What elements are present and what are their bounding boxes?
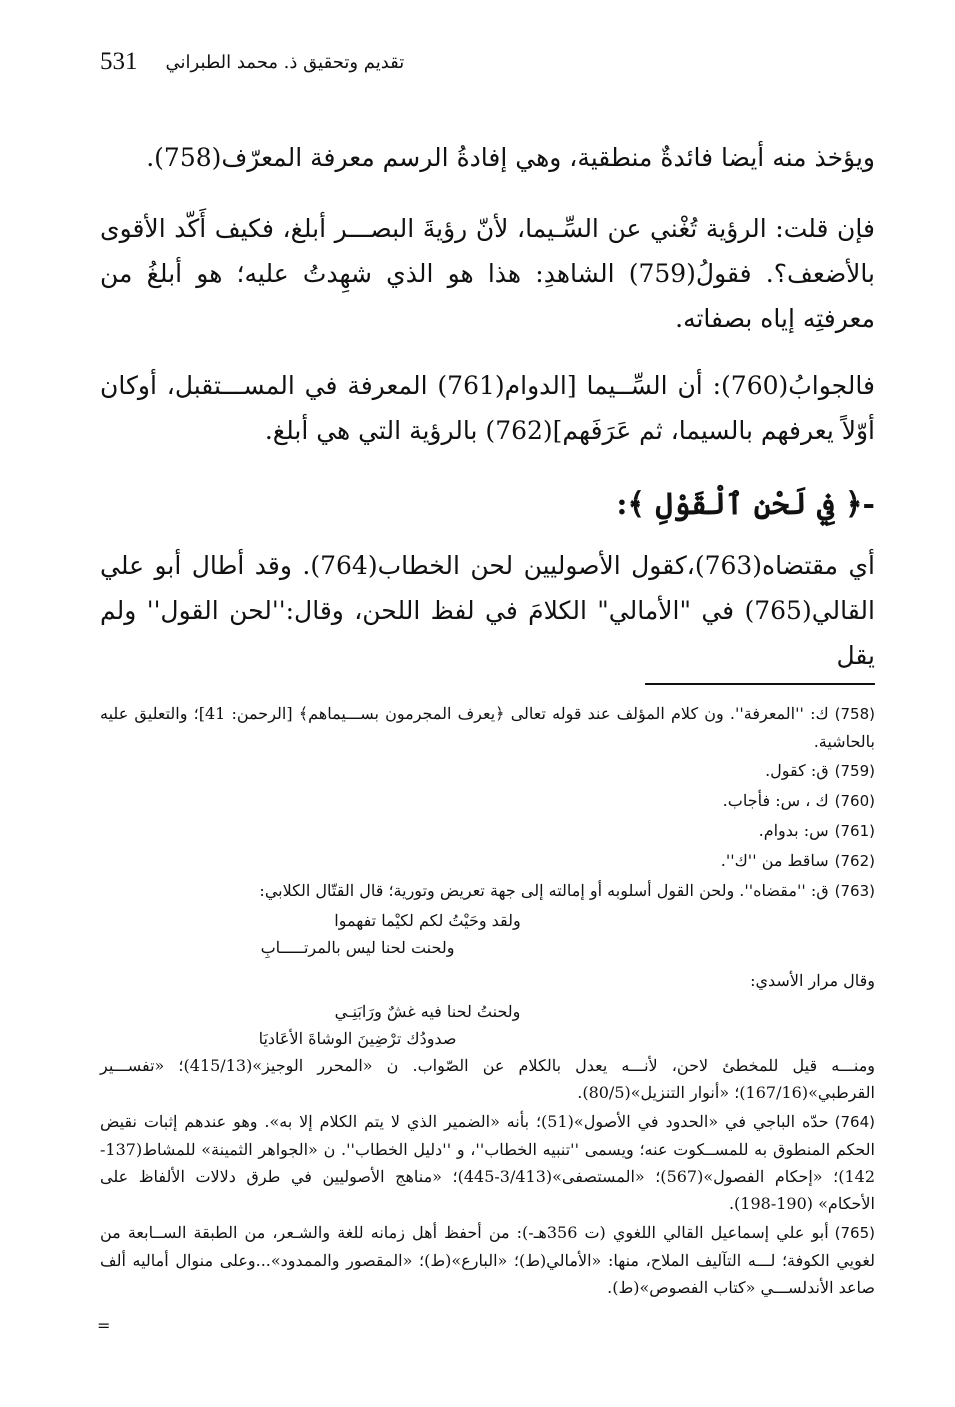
- main-text: [100, 135, 875, 700]
- paragraph: فإن قلت: الرؤية تُغْني عن السِّـيما، لأنّ رؤيةَ البصـــر أبلغ، فكيف أَكّد الأقوى بالأضعف؟. فقولُ(759) الشاهدِ: هذا هو الذي شهِدتُ عليه؛ هو أبلغُ من معرفتِه إياه بصفاته.: [100, 214, 876, 333]
- footnote-separator: [645, 683, 875, 685]
- verse-line: ولقد وحَيْتُ لكم لكيْما تفهموا: [334, 911, 521, 930]
- footnote: [100, 817, 875, 845]
- paragraph: ويؤخذ منه أيضا فائدةٌ منطقية، وهي إفادةُ الرسم معرفة المعرّف(758).: [146, 143, 875, 172]
- verse-line: صدودُك ترْضِينَ الوشاةَ الأعَاديَا: [258, 1029, 457, 1048]
- section-heading: -﴿ فِي لَحْنِ ٱلْقَوْلِ ﴾:: [616, 487, 875, 522]
- poet-intro: وقال مرار الأسدي:: [750, 971, 875, 990]
- footnotes: [100, 700, 875, 1303]
- footnote-number: (759): [834, 762, 875, 780]
- running-head: تقديم وتحقيق ذ. محمد الطبراني: [165, 51, 405, 73]
- footnote: [100, 757, 875, 785]
- paragraph: فالجوابُ(760): أن السِّــيما [الدوام(761) المعرفة في المســـتقبل، أوكان أوّلاً يعرفهم بالسيما، ثم عَرَفَهم](762) بالرؤية التي هي أبلغ.: [100, 371, 875, 445]
- footnote-number: (763): [834, 882, 875, 900]
- footnote-continuation: ومنـــه قيل للمخطئ لاحن، لأنـــه يعدل بالكلام عن الصّواب. ن «المحرر الوجيز»(415/13)؛ «تفســـير القرطبي»(167/16)؛ «أنوار التنزيل»(80/5).: [100, 1056, 875, 1102]
- continuation-mark: =: [97, 1316, 111, 1335]
- footnote-number: (760): [834, 792, 875, 810]
- verse-line: ولحنت لحنا ليس بالمرتـــــابِ: [260, 938, 455, 957]
- footnote: [100, 1219, 875, 1301]
- verse-line: ولحنتُ لحنا فيه غشٌ ورَابَنِـي: [334, 1002, 521, 1021]
- page-header: [100, 42, 450, 82]
- footnote: [100, 787, 875, 815]
- footnote: [100, 700, 875, 755]
- footnote-text: أبو علي إسماعيل القالي اللغوي (ت 356هـ-): من أحفظ أهل زمانه للغة والشـعر، من الطبقة الســابعة من لغويي الكوفة؛ لـــه التآليف الملاح، منها: «الأمالي(ط)؛ «البارع»(ط)؛ «المقصور والممدود»...وعلى منوال أماليه ألف صاعد الأندلســـي «كتاب الفصوص»(ط).: [100, 1223, 875, 1297]
- footnote: [100, 847, 875, 875]
- footnote-number: (761): [834, 822, 875, 840]
- footnote-number: (765): [834, 1224, 875, 1242]
- paragraph: أي مقتضاه(763)،كقول الأصوليين لحن الخطاب(764). وقد أطال أبو علي القالي(765) في "الأمالي" الكلامَ في لفظ اللحن، وقال:''لحن القول'' ولم يقل: [100, 551, 875, 670]
- footnote-number: (758): [834, 705, 876, 723]
- footnote-text: ق: ''مقضاه''. ولحن القول أسلوبه أو إمالته إلى جهة تعريض وتورية؛ قال القتّال الكلابي:: [259, 881, 829, 900]
- footnote-text: ق: كقول.: [765, 761, 829, 780]
- footnote: [100, 1108, 875, 1217]
- footnote-text: ساقط من ''ك''.: [720, 851, 829, 870]
- footnote-text: س: بدوام.: [758, 821, 829, 840]
- footnote-number: (762): [834, 852, 875, 870]
- footnote-text: ك ، س: فأجاب.: [722, 791, 829, 810]
- footnote-text: ك: ''المعرفة''. ون كلام المؤلف عند قوله تعالى ﴿يعرف المجرمون بســـيماهم﴾ [الرحمن: 41]؛ والتعليق عليه بالحاشية.: [100, 704, 875, 751]
- footnote: [100, 877, 875, 905]
- footnote-text: حدّه الباجي في «الحدود في الأصول»(51)؛ بأنه «الضمير الذي لا يتم الكلام إلا به». وهو عندهم إثبات نقيض الحكم المنطوق به للمســكوت عنه؛ ويسمى ''تنبيه الخطاب''، و ''دليل الخطاب''. ن «الجواهر الثمينة» للمشاط(137-142)؛ «إحكام الفصول»(567)؛ «المستصفى»(3/413-445)؛ «مناهج الأصوليين في طرق دلالات الألفاظ على الأحكام» (190-198).: [100, 1112, 876, 1213]
- footnote-number: (764): [834, 1113, 876, 1131]
- page-number: 531: [100, 48, 138, 75]
